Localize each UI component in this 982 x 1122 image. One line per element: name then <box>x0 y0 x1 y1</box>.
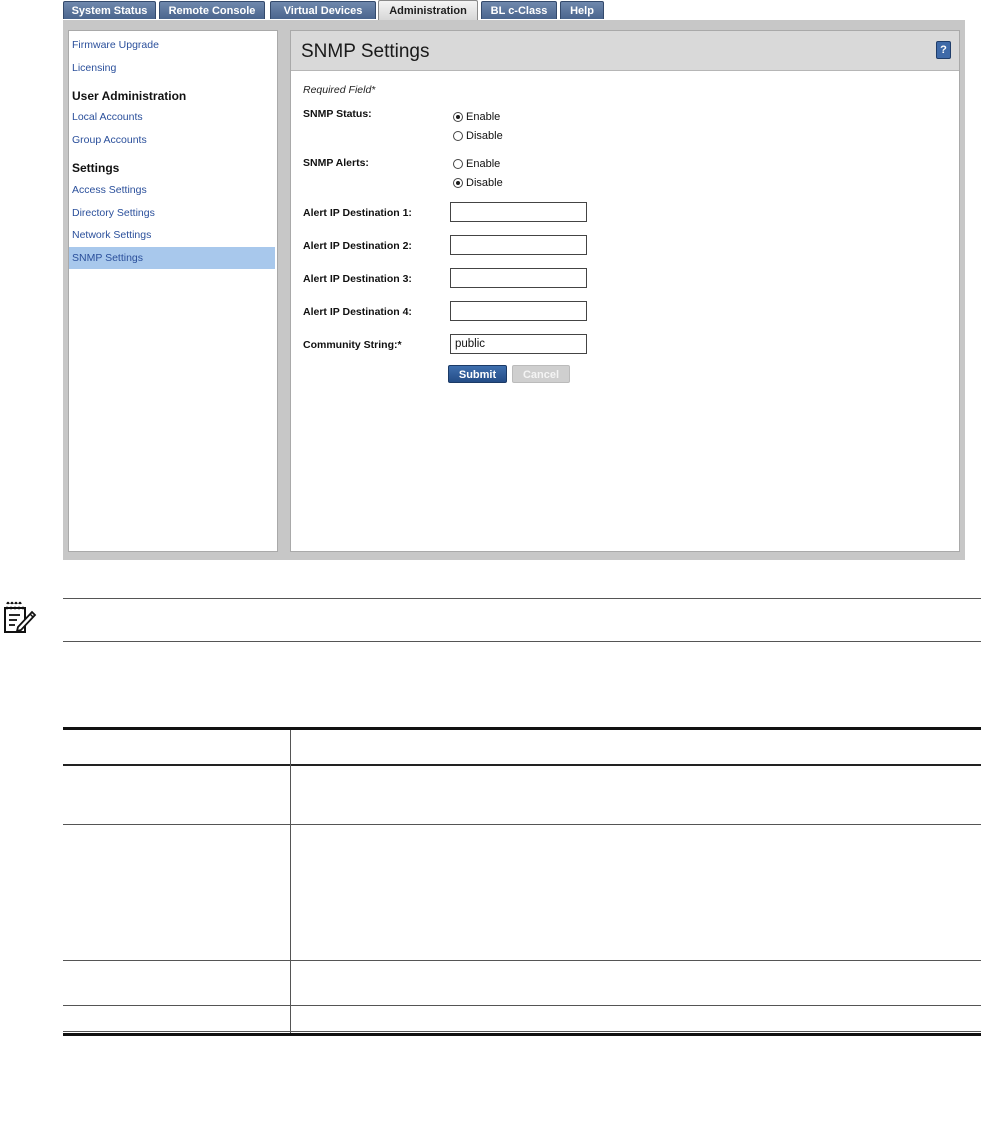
snmp-status-disable-radio[interactable] <box>453 131 463 141</box>
note-pad-pencil-icon <box>0 599 40 639</box>
table-bottom-border <box>63 1033 981 1036</box>
alert-ip-destination-4-label: Alert IP Destination 4: <box>303 306 412 318</box>
radio-label: Enable <box>466 111 501 123</box>
required-field-note: Required Field* <box>303 84 376 96</box>
alert-ip-destination-2-label: Alert IP Destination 2: <box>303 240 412 252</box>
community-string-input[interactable] <box>450 334 587 354</box>
alert-ip-destination-3-input[interactable] <box>450 268 587 288</box>
tab-bl-c-class[interactable]: BL c-Class <box>481 1 557 19</box>
sidebar-heading-user-administration: User Administration <box>72 89 187 103</box>
tab-bar <box>63 0 965 20</box>
sidebar-item-local-accounts[interactable]: Local Accounts <box>72 111 143 123</box>
sidebar-item-firmware-upgrade[interactable]: Firmware Upgrade <box>72 39 159 51</box>
snmp-alerts-enable-radio[interactable] <box>453 159 463 169</box>
submit-button[interactable]: Submit <box>448 365 507 383</box>
radio-label: Enable <box>466 158 501 170</box>
snmp-status-enable-radio[interactable] <box>453 112 463 122</box>
alert-ip-destination-1-label: Alert IP Destination 1: <box>303 207 412 219</box>
snmp-status-label: SNMP Status: <box>303 108 372 120</box>
table-row-rule <box>63 1005 981 1006</box>
radio-label: Disable <box>466 177 503 189</box>
tab-remote-console[interactable]: Remote Console <box>159 1 265 19</box>
sidebar-item-network-settings[interactable]: Network Settings <box>72 229 152 241</box>
table-column-divider <box>290 730 291 1033</box>
parameters-table <box>63 727 981 1037</box>
table-header-rule <box>63 764 981 766</box>
snmp-alerts-enable-option[interactable] <box>453 156 500 172</box>
panel-header <box>291 31 959 71</box>
snmp-alerts-label: SNMP Alerts: <box>303 157 369 169</box>
table-row-rule <box>63 824 981 825</box>
alert-ip-destination-2-input[interactable] <box>450 235 587 255</box>
page-title: SNMP Settings <box>301 41 430 62</box>
help-icon[interactable]: ? <box>936 41 951 59</box>
alert-ip-destination-1-input[interactable] <box>450 202 587 222</box>
tab-system-status[interactable]: System Status <box>63 1 156 19</box>
note-top-rule <box>63 598 981 599</box>
alert-ip-destination-4-input[interactable] <box>450 301 587 321</box>
sidebar-item-directory-settings[interactable]: Directory Settings <box>72 207 155 219</box>
radio-label: Disable <box>466 130 503 142</box>
tab-help[interactable]: Help <box>560 1 604 19</box>
sidebar <box>68 30 278 552</box>
sidebar-heading-settings: Settings <box>72 161 120 175</box>
sidebar-item-snmp-settings[interactable]: SNMP Settings <box>69 247 275 269</box>
tab-virtual-devices[interactable]: Virtual Devices <box>270 1 376 19</box>
alert-ip-destination-3-label: Alert IP Destination 3: <box>303 273 412 285</box>
table-row-rule <box>63 1031 981 1032</box>
cancel-button[interactable]: Cancel <box>512 365 570 383</box>
table-row-rule <box>63 960 981 961</box>
snmp-status-disable-option[interactable] <box>453 128 503 144</box>
sidebar-item-licensing[interactable]: Licensing <box>72 62 117 74</box>
sidebar-item-group-accounts[interactable]: Group Accounts <box>72 134 147 146</box>
snmp-alerts-disable-option[interactable] <box>453 175 503 191</box>
main-panel <box>290 30 960 552</box>
sidebar-item-access-settings[interactable]: Access Settings <box>72 184 147 196</box>
community-string-label: Community String:* <box>303 339 402 351</box>
snmp-alerts-disable-radio[interactable] <box>453 178 463 188</box>
note-bottom-rule <box>63 641 981 642</box>
snmp-status-enable-option[interactable] <box>453 109 500 125</box>
table-top-border <box>63 727 981 730</box>
tab-administration[interactable]: Administration <box>378 0 478 20</box>
